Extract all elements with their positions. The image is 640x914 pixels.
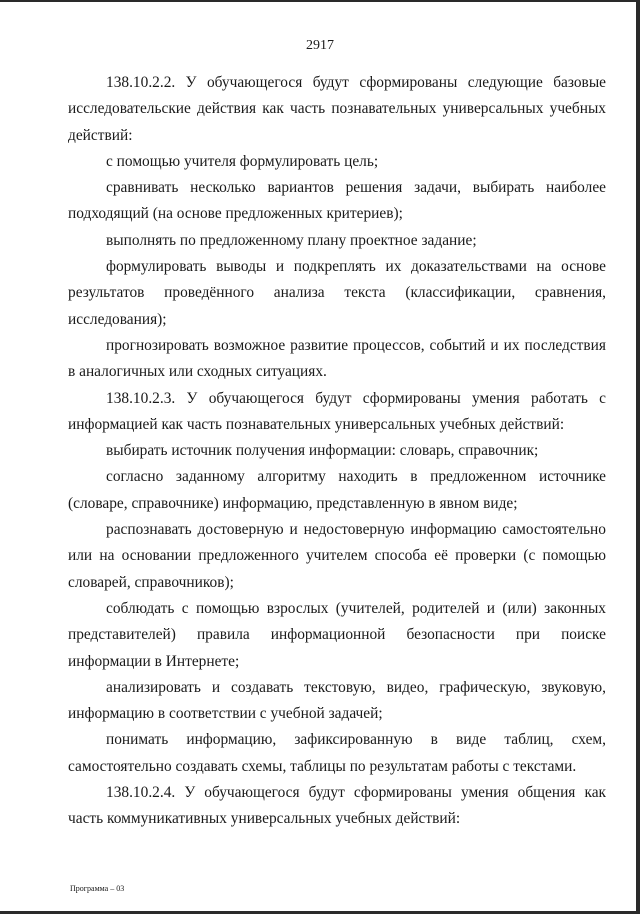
paragraph: 138.10.2.2. У обучающегося будут сформированы следующие базовые исследовательские действия как часть познавательных универсальных учебных действий: (68, 74, 606, 144)
paragraph: 138.10.2.4. У обучающегося будут сформированы умения общения как часть коммуникативных универсальных учебных действий: (68, 784, 606, 828)
paragraph: согласно заданному алгоритму находить в предложенном источнике (словаре, справочнике) информацию, представленную в явном виде; (68, 468, 606, 512)
paragraph: понимать информацию, зафиксированную в виде таблиц, схем, самостоятельно создавать схемы, таблицы по результатам работы с текстами. (68, 731, 606, 775)
paragraph: распознавать достоверную и недостоверную информацию самостоятельно или на основании предложенного учителем способа её проверки (с помощью словарей, справочников); (68, 521, 606, 591)
page-number: 2917 (306, 38, 334, 53)
paragraph: анализировать и создавать текстовую, видео, графическую, звуковую, информацию в соответствии с учебной задачей; (68, 678, 606, 723)
scan-edge-right (636, 0, 640, 914)
footer-label: Программа – 03 (70, 884, 125, 893)
paragraph: формулировать выводы и подкреплять их доказательствами на основе результатов проведённого анализа текста (классификации, сравнения, исследования); (68, 258, 606, 328)
paragraph: сравнивать несколько вариантов решения задачи, выбирать наиболее подходящий (на основе предложенных критериев); (68, 179, 606, 223)
paragraph: прогнозировать возможное развитие процессов, событий и их последствия в аналогичных или сходных ситуациях. (68, 336, 606, 381)
paragraph: с помощью учителя формулировать цель; (106, 152, 379, 170)
scan-edge-top (0, 0, 640, 2)
document-body (68, 70, 606, 833)
paragraph: соблюдать с помощью взрослых (учителей, родителей и (или) законных представителей) правила информационной безопасности при поиске информации в Интернете; (68, 599, 606, 670)
paragraph: выбирать источник получения информации: словарь, справочник; (106, 442, 539, 460)
paragraph: 138.10.2.3. У обучающегося будут сформированы умения работать с информацией как часть познавательных универсальных учебных действий: (68, 389, 606, 433)
paragraph: выполнять по предложенному плану проектное задание; (106, 231, 477, 249)
